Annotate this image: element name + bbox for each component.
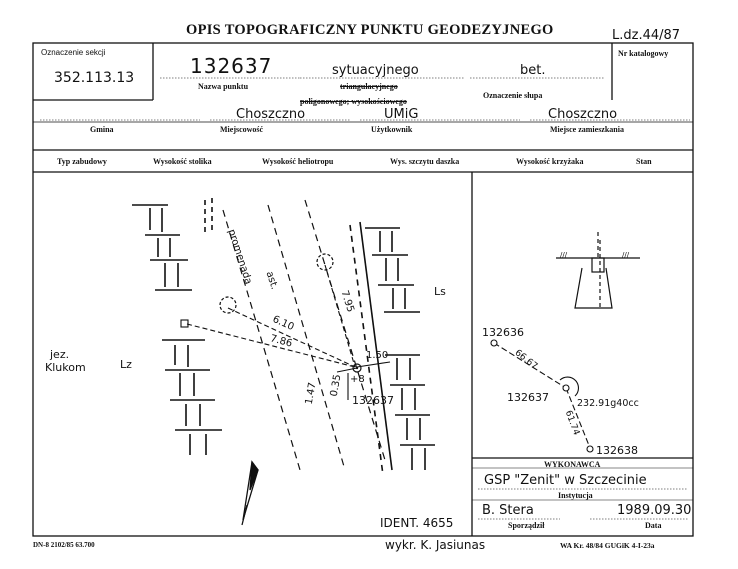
typ-value: sytuacyjnego (332, 63, 419, 78)
data-label: Data (645, 521, 662, 530)
page-title: OPIS TOPOGRAFICZNY PUNKTU GEODEZYJNEGO (186, 22, 554, 38)
square-symbol (181, 320, 188, 327)
pillar-diagram (556, 232, 640, 308)
wysokosc-krzyzaka-label: Wysokość krzyżaka (516, 157, 584, 166)
zamieszkania-value: Choszczno (548, 107, 618, 122)
sporzadzil-value: B. Stera (482, 503, 534, 518)
point-132638-label: 132638 (596, 444, 638, 457)
point-132636-label: 132636 (482, 326, 524, 339)
point-132637-label: 132637 (507, 391, 549, 404)
wys-szczytu-daszka-label: Wys. szczytu daszka (390, 157, 460, 166)
katalog-label: Nr katalogowy (618, 49, 669, 58)
distance-150: 1.50 (366, 350, 389, 361)
svg-text:///: /// (622, 251, 630, 259)
typ-strike-2: poligonowego; wysokościowego (300, 97, 407, 106)
wysokosc-stolika-label: Wysokość stolika (153, 157, 212, 166)
plus8-label: +8 (350, 374, 365, 385)
gmina-value: Choszczno (236, 107, 306, 122)
wykonawca-value: GSP "Zenit" w Szczecinie (484, 473, 647, 488)
wykr-label: wykr. K. Jasiunas (385, 538, 486, 552)
punkt-label: Nazwa punktu (198, 82, 249, 91)
sekcja-value: 352.113.13 (54, 70, 135, 86)
angle-label: 232.91g40cc (577, 398, 639, 409)
distance-6667: 66.67 (512, 348, 540, 372)
sporzadzil-label: Sporządził (508, 521, 545, 530)
distance-6174: 61.74 (562, 409, 581, 437)
promenade-lines (223, 200, 385, 470)
sekcja-label: Oznaczenie sekcji (41, 48, 106, 57)
lake-label-2: Klukom (45, 361, 86, 374)
wa-code: WA Kr. 48/84 GUGiK 4-I-23a (560, 541, 655, 550)
point-132637-symbol (563, 385, 569, 391)
sketch-point-label: 132637 (352, 394, 394, 407)
instytucja-label: Instytucja (558, 491, 593, 500)
uzytkownik-label: Użytkownik (371, 125, 413, 134)
slup-value: bet. (520, 63, 546, 78)
ls-label: Ls (434, 285, 446, 298)
form-code: DN-8 2102/85 63.700 (33, 541, 95, 549)
distance-610: 6.10 (270, 313, 296, 334)
punkt-value: 132637 (190, 54, 273, 78)
north-arrow-icon (242, 462, 258, 525)
point-132636-symbol (491, 340, 497, 346)
zamieszkania-label: Miejsce zamieszkania (550, 125, 624, 134)
distance-147: 1.47 (303, 381, 319, 406)
distance-795: 7.95 (338, 289, 356, 314)
promenada-label: promenada (225, 228, 254, 286)
svg-text:///: /// (560, 251, 568, 259)
ast-label: ast. (263, 270, 280, 291)
typ-zabudowy-label: Typ zabudowy (57, 157, 107, 166)
gmina-label: Gmina (90, 125, 114, 134)
wykonawca-label: WYKONAWCA (544, 460, 601, 469)
lake-label-1: jez. (50, 348, 70, 361)
wysokosc-heliotropu-label: Wysokość heliotropu (262, 157, 334, 166)
distance-786: 7.86 (268, 333, 294, 350)
reference-number: L.dz.44/87 (612, 28, 681, 43)
point-132638-symbol (587, 446, 593, 452)
typ-strike-1: triangulacyjnego (340, 82, 398, 91)
stan-label: Stan (636, 157, 652, 166)
uzytkownik-value: UMiG (384, 107, 419, 122)
miejscowosc-label: Miejscowość (220, 125, 264, 134)
slup-label: Oznaczenie słupa (483, 91, 543, 100)
distance-035: 0.35 (328, 373, 344, 398)
data-value: 1989.09.30 (617, 503, 692, 518)
ident-label: IDENT. 4655 (380, 516, 454, 530)
lz-label: Lz (120, 358, 132, 371)
